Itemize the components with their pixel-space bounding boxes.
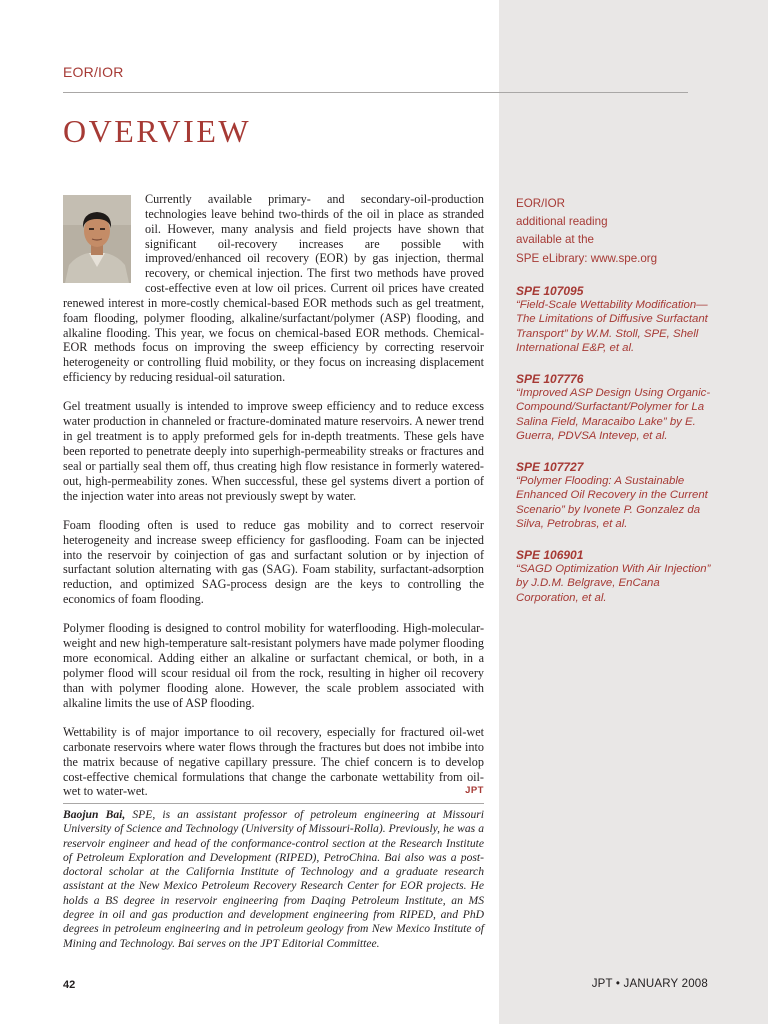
page-number: 42 [63,979,76,991]
paragraph-polymer-flooding: Polymer flooding is designed to control mobility for waterflooding. High-molecular-weight and new high-temperature salt-resistant polymers have made polymer flooding more economical. Adding either an alkaline or surfactant chemical, or both, in a polymer flood will scour residual oil from the rock, resulting in higher oil recovery than with polymer flooding alone. However, the scale problem associated with alkaline limits the use of ASP flooding. [63,621,484,710]
reference-item [516,460,716,532]
sidebar-heading-line: additional reading [516,215,608,229]
paragraph-wettability-text: Wettability is of major importance to oil recovery, especially for fractured oil-wet carbonate reservoirs where water flows through the fractures but does not imbibe into the matrix because of negative capillary pressure. The chief concern is to develop cost-effective chemical formulations that change the carbonate wettability from oil-wet to water-wet. [63,725,484,799]
header-divider [63,92,688,93]
page-title: OVERVIEW [63,113,252,149]
sidebar-heading-line: EOR/IOR [516,197,565,210]
reference-text: “Polymer Flooding: A Sustainable Enhanced Oil Recovery in the Current Scenario” by Ivonete P. Gonzalez da Silva, Petrobras, et al. [516,474,708,531]
issue-label: JPT • JANUARY 2008 [591,978,708,990]
paragraph-gel-treatment: Gel treatment usually is intended to improve sweep efficiency and to reduce excess water production in channeled or fracture-dominated mature reservoirs. A newer trend in gel treatment is to apply preformed gels for in-depth treatments. These gels have been reported to penetrate deeply into superhigh-permeability streaks or fractures and seal or partially seal them off, thus creating high flow resistance in formerly watered-out, high-permeability zones. When successful, these gel systems divert a portion of the injection water into areas not previously swept by water. [63,399,484,503]
author-bio [63,808,484,951]
paragraph-foam-flooding: Foam flooding often is used to reduce gas mobility and to correct reservoir heterogeneity and increase sweep efficiency for gasflooding. Foam can be injected into the reservoir by coinjection of gas and surfactant solution or by injection of surfactant solution alternating with gas (SAG). Foam stability, surfactant-adsorption reduction, and optimized SAG-process design are the keys to controlling the economics of foam flooding. [63,517,484,607]
reference-id: SPE 107095 [516,283,584,298]
paragraph-wettability [63,725,484,799]
reference-text: “Improved ASP Design Using Organic-Compound/Surfactant/Polymer for La Salina Field, Maracaibo Lake” by E. Guerra, PDVSA Intevep, et al. [516,386,711,443]
jpt-end-mark: JPT [465,785,484,797]
reference-item [516,284,716,356]
reference-id: SPE 106901 [516,547,584,562]
reference-item [516,548,716,606]
article-body [63,192,484,814]
additional-reading-sidebar [516,195,716,605]
paragraph-intro: Currently available primary- and secondary-oil-production technologies leave behind two-thirds of the oil in place as stranded oil. However, many analysis and field projects have shown that significant oil-recovery increases are possible with improved/enhanced oil recovery (EOR) by gas injection, thermal recovery, or chemical injection. The first two methods have proved cost-effective even at low oil prices. Current oil prices have created renewed interest in more-costly chemical-based EOR methods such as gel treatment, foam flooding, polymer flooding, alkaline/surfactant/polymer (ASP) flooding, and alkaline flooding. This year, we focus on chemical-based EOR methods. Chemical-EOR methods focus on improving the sweep efficiency by correcting reservoir heterogeneity or controlling fluid mobility, or they focus on increasing displacement efficiency by reducing residual-oil saturation. [63,192,484,385]
reference-text: “Field-Scale Wettability Modification—The Limitations of Diffusive Surfactant Transport” by W.M. Stoll, SPE, Shell International E&P, et al. [516,298,708,355]
author-bio-text: SPE, is an assistant professor of petroleum engineering at Missouri University of Science and Technology (University of Missouri-Rolla). Previously, he was a reservoir engineer and head of the conformance-control section at the Research Institute of Petroleum Exploration and Development (RIPED), PetroChina. Bai also was a post-doctoral scholar at the California Institute of Technology and a graduate research assistant at the New Mexico Petroleum Recovery Research Center for EOR projects. He holds a BS degree in reservoir engineering from Daqing Petroleum Institute, an MS degree in oil and gas production and development engineering from RIPED, and PhD degrees in petroleum engineering and in petroleum geology from New Mexico Institute of Mining and Technology. Bai serves on the JPT Editorial Committee. [63,808,484,950]
reference-item [516,372,716,444]
sidebar-heading-line: available at the [516,233,594,247]
reference-id: SPE 107727 [516,459,584,474]
section-label: EOR/IOR [63,64,124,80]
reference-id: SPE 107776 [516,371,584,386]
author-name: Baojun Bai, [63,808,126,821]
author-photo [63,195,131,283]
sidebar-heading-line: SPE eLibrary: www.spe.org [516,251,658,265]
reference-text: “SAGD Optimization With Air Injection” by J.D.M. Belgrave, EnCana Corporation, et al. [516,562,711,604]
bio-divider [63,803,484,804]
